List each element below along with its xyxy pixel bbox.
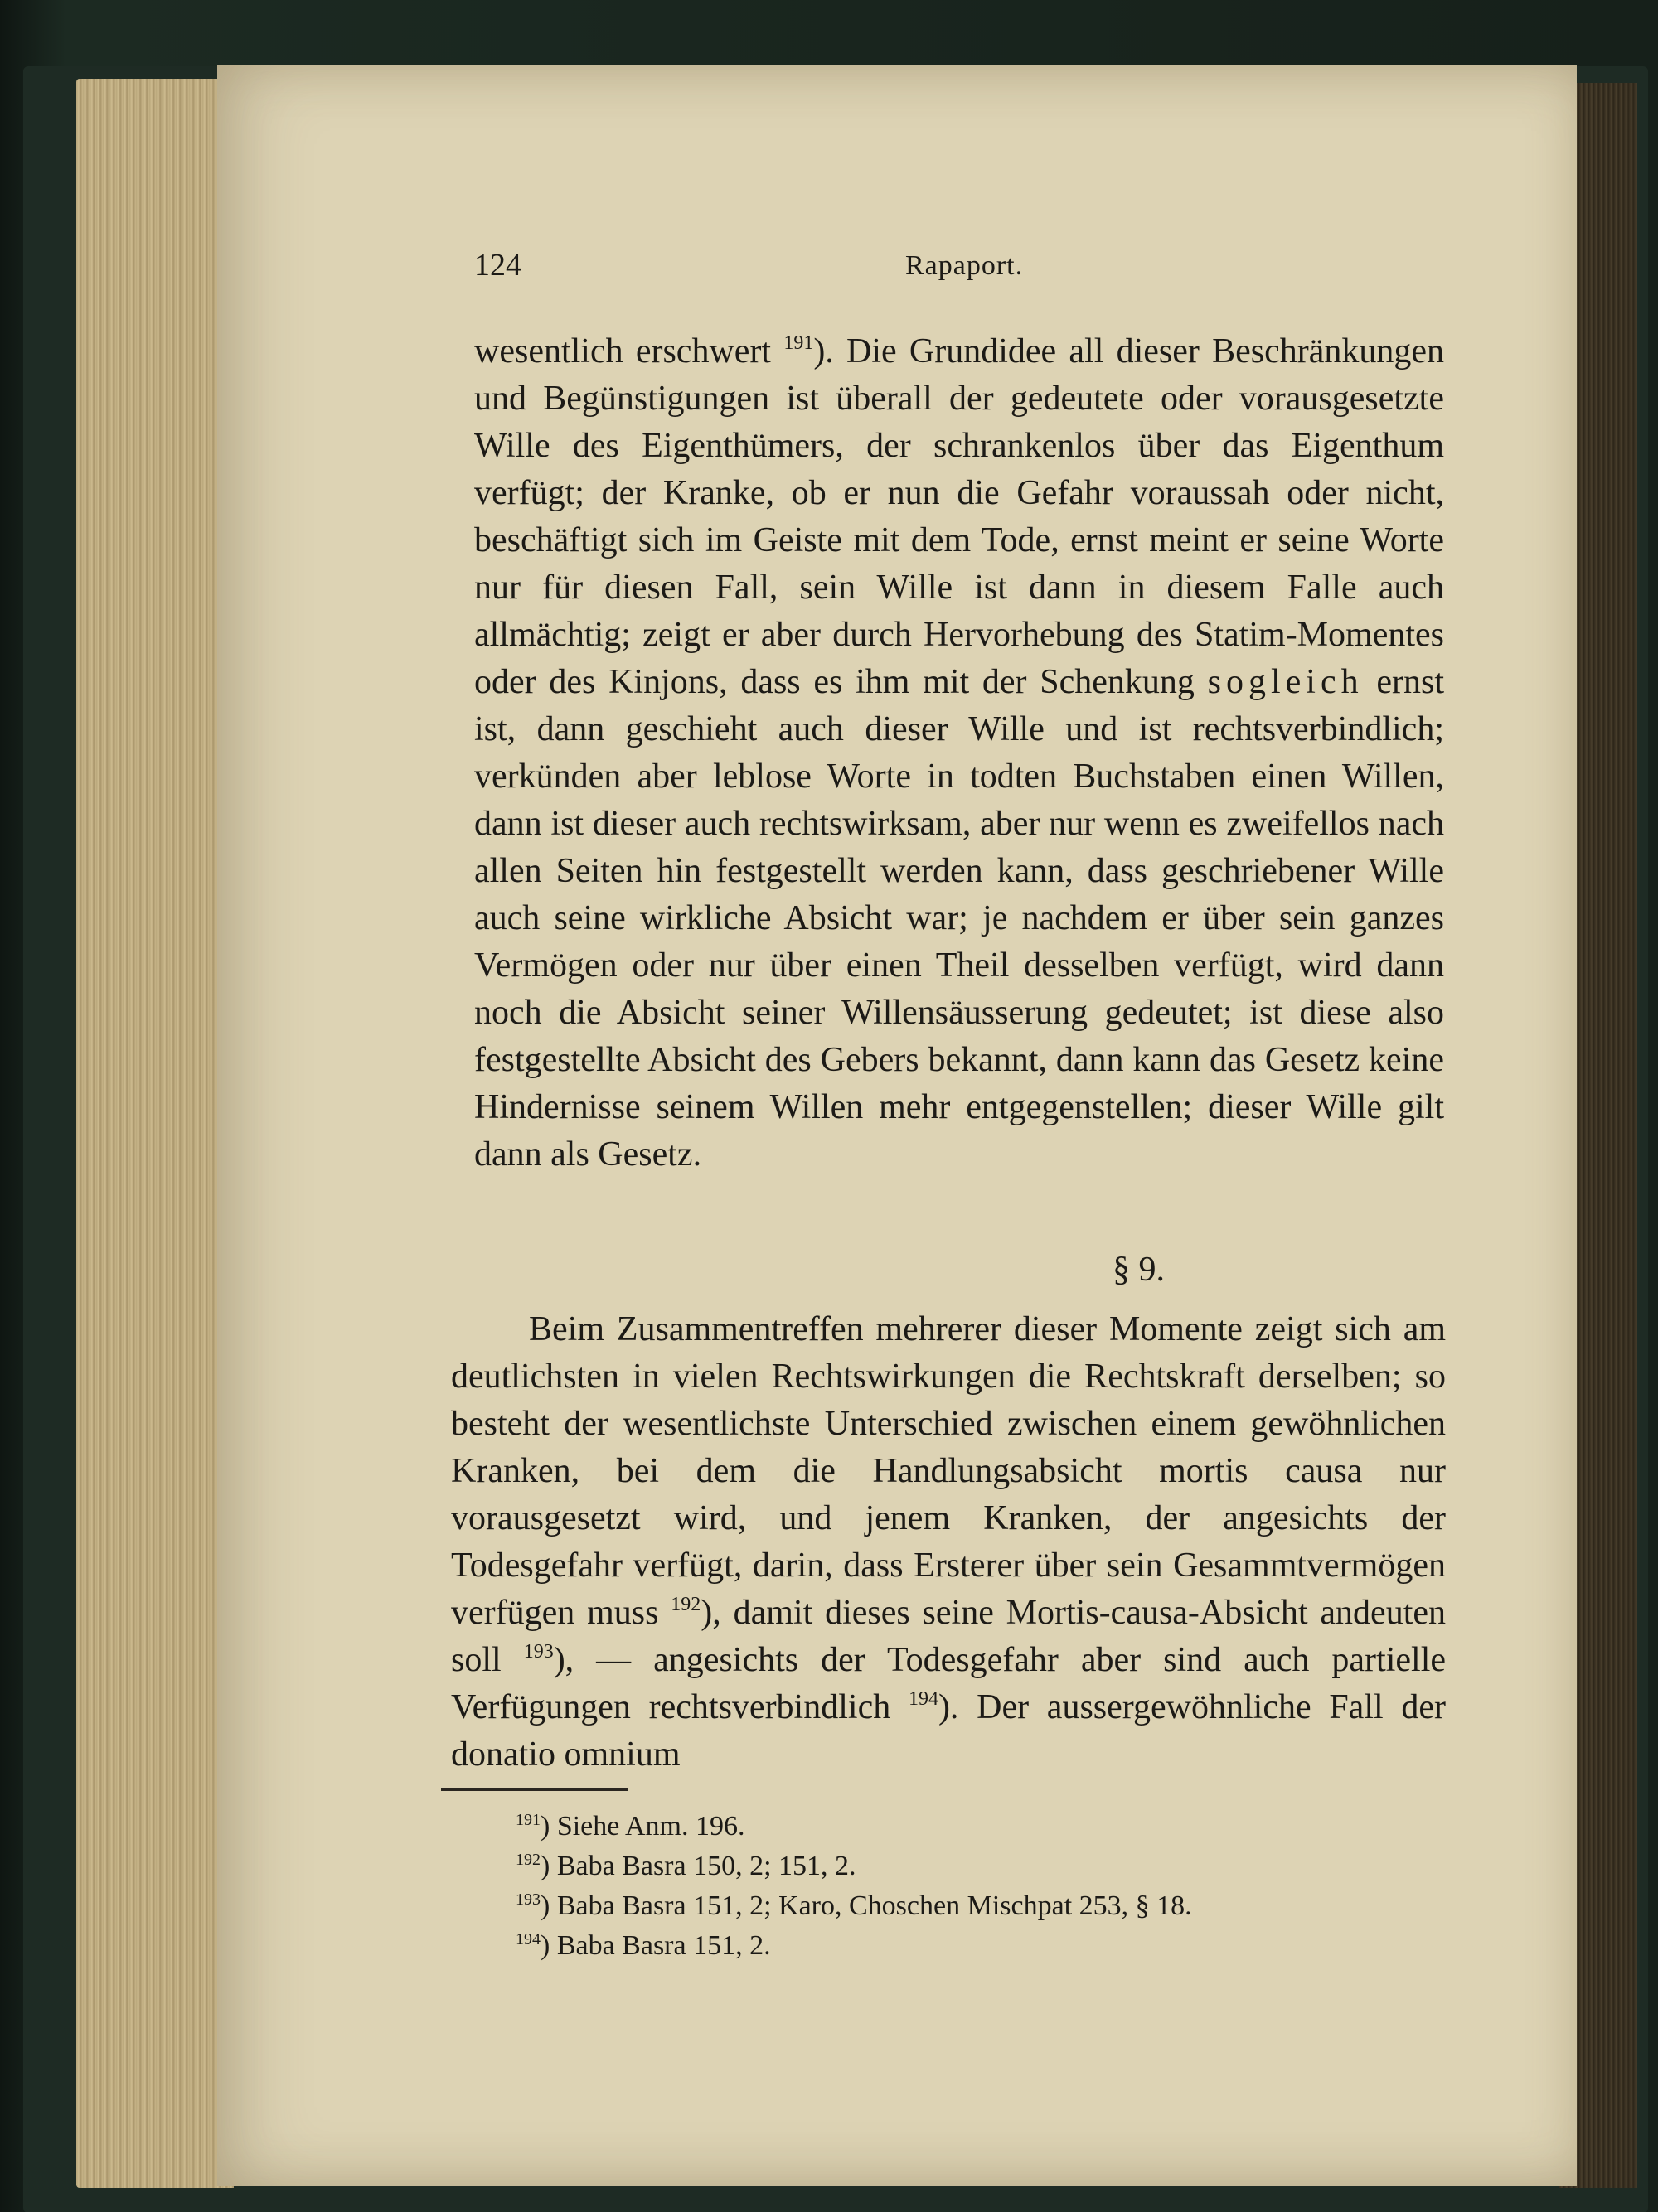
footnote-number: 192 <box>516 1851 541 1869</box>
running-head: Rapaport. <box>905 250 1024 281</box>
paragraph-2-text <box>451 1306 1446 1779</box>
footnote-ref-192: 192 <box>671 1594 701 1615</box>
footnote-text: ) Baba Basra 151, 2. <box>541 1930 771 1961</box>
footnote-text: ) Baba Basra 150, 2; 151, 2. <box>541 1851 856 1881</box>
page-number: 124 <box>474 248 521 283</box>
footnote <box>516 1807 1192 1847</box>
paragraph-1 <box>474 328 1444 1179</box>
footnote-number: 193 <box>516 1890 541 1909</box>
footnote-text: ) Siehe Anm. 196. <box>541 1811 745 1842</box>
book-page <box>217 65 1577 2186</box>
footnotes <box>516 1807 1192 1966</box>
footnote <box>516 1847 1192 1886</box>
paragraph-2-part-b: ), damit dieses seine Mortis-causa-Absicht andeuten soll <box>451 1594 1446 1679</box>
paragraph-2-part-d: ). Der aussergewöhnliche Fall der donatio omnium <box>451 1688 1446 1774</box>
footnote-text: ) Baba Basra 151, 2; Karo, Choschen Mischpat 253, § 18. <box>541 1890 1192 1921</box>
footnote-number: 194 <box>516 1930 541 1948</box>
paragraph-1-part-d: ernst ist, dann geschieht auch dieser Wille und ist rechtsverbindlich; verkünden aber leblose Worte in todten Buchstaben einen Willen, dann ist dieser auch rechtswirksam, aber nur wenn es zweifellos nach allen Seiten hin festgestellt werden kann, dass geschriebener Wille auch seine wirkliche Absicht war; je nachdem er über sein ganzes Vermögen oder nur über einen Theil desselben verfügt, wird dann noch die Absicht seiner Willensäusserung gedeutet; ist diese also festgestellte Absicht des Gebers bekannt, dann kann das Gesetz keine Hindernisse seinem Willen mehr entgegenstellen; dieser Wille gilt dann als Gesetz. <box>474 663 1445 1174</box>
paragraph-2-part-c: ), — angesichts der Todesgefahr aber sind auch partielle Verfügungen rechtsverbindlich <box>451 1641 1447 1726</box>
paragraph-1-text <box>474 328 1444 1179</box>
footnote-ref-194: 194 <box>908 1688 938 1710</box>
footnote-ref-191: 191 <box>783 332 814 354</box>
paragraph-2 <box>451 1306 1446 1779</box>
paragraph-1-part-b: ). Die Grundidee all dieser Beschränkungen und Begünstigungen ist überall der gedeutete oder vorausgesetzte Wille des Eigenthümers, der schrankenlos über das Eigenthum verfügt; der Kranke, ob er nun die Gefahr voraussah oder nicht, beschäftigt sich im Geiste mit dem Tode, ernst meint er seine Worte nur für diesen Fall, sein Wille ist dann in diesem Falle auch allmächtig; zeigt er aber durch Hervorhebung des Statim-Momentes oder des Kinjons, dass es ihm mit der Schenkung <box>474 332 1444 701</box>
footnote <box>516 1926 1192 1966</box>
section-heading: § 9. <box>1113 1251 1165 1289</box>
footnote-rule <box>441 1788 628 1791</box>
page-block-edges <box>76 79 234 2188</box>
paragraph-2-part-a: Beim Zusammentreffen mehrerer dieser Momente zeigt sich am deutlichsten in vielen Rechtswirkungen die Rechtskraft derselben; so besteht der wesentlichste Unterschied zwischen einem gewöhnlichen Kranken, bei dem die Handlungsabsicht mortis causa nur vorausgesetzt wird, und jenem Kranken, der angesichts der Todesgefahr verfügt, darin, dass Ersterer über sein Gesammtvermögen verfügen muss <box>451 1310 1446 1632</box>
page-header <box>474 247 1287 297</box>
footnote <box>516 1886 1192 1926</box>
paragraph-1-part-a: wesentlich erschwert <box>474 332 772 370</box>
footnote-number: 191 <box>516 1811 541 1829</box>
spaced-emphasis: sogleich <box>1207 663 1364 701</box>
footnote-ref-193: 193 <box>523 1641 554 1663</box>
